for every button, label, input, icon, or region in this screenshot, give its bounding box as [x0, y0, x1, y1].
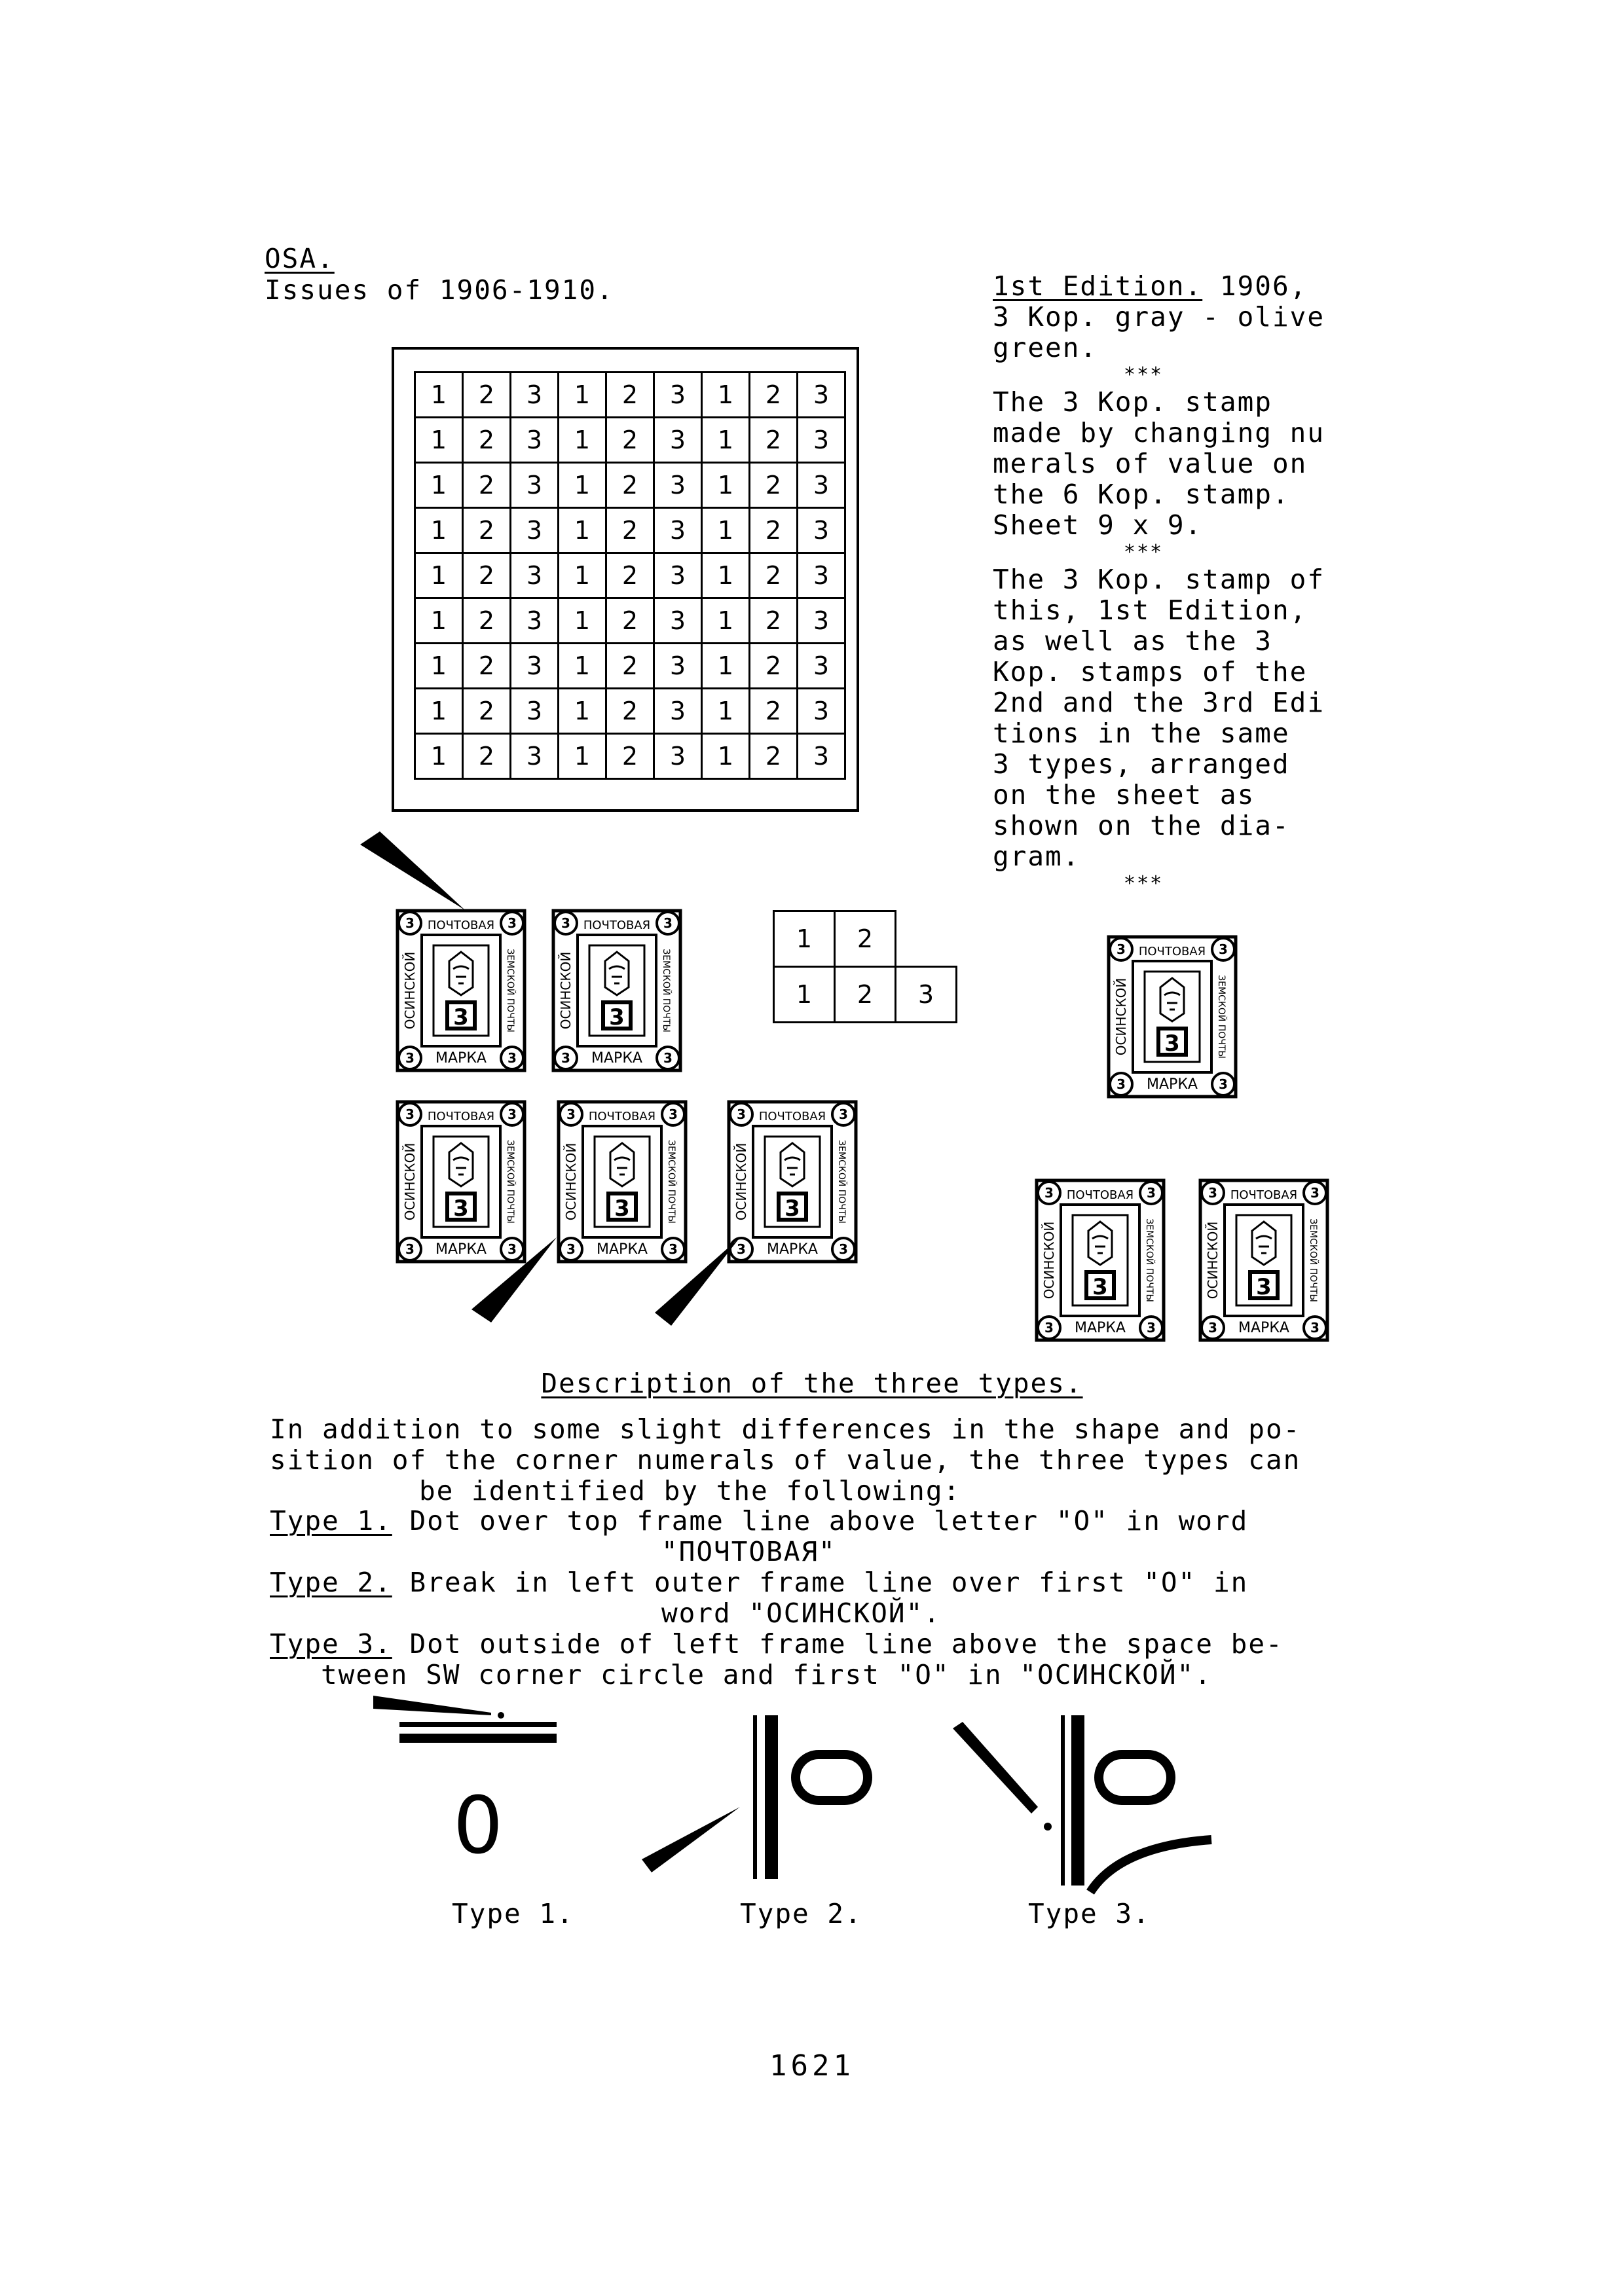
stamp-svg — [727, 1100, 858, 1264]
stamp-image — [396, 909, 526, 1072]
type1-letter: 0 — [452, 1781, 504, 1872]
sheet-cell: 1 — [702, 644, 750, 689]
type2-figure — [635, 1709, 897, 1892]
sheet-cell: 3 — [654, 644, 702, 689]
type3-label: Type 3. — [270, 1628, 392, 1660]
sidebar-line: as well as the 3 — [993, 625, 1272, 657]
page-title: OSA. — [265, 243, 335, 274]
stamp-left-text: ОСИНСКОЙ — [558, 951, 574, 1030]
sheet-cell: 2 — [606, 644, 654, 689]
stamp-value: 3 — [609, 1004, 625, 1030]
sheet-cell: 1 — [415, 463, 463, 508]
sheet-cell: 1 — [415, 689, 463, 734]
sheet-cell: 1 — [702, 373, 750, 418]
stamp-right-text: ЗЕМСКОЙ ПОЧТЫ — [1216, 975, 1227, 1059]
stamp-bottom-text: МАРКА — [591, 1050, 642, 1066]
sheet-cell: 2 — [750, 553, 798, 598]
stamp-corner-numeral: 3 — [1310, 1320, 1320, 1336]
stamp-bottom-text: МАРКА — [435, 1241, 487, 1258]
stamp-top-text: ПОЧТОВАЯ — [1066, 1188, 1134, 1202]
type2-line — [270, 1567, 1248, 1598]
stamp-corner-numeral: 3 — [1044, 1320, 1054, 1336]
sidebar-line: this, 1st Edition, — [993, 594, 1308, 626]
page-number: 1621 — [769, 2049, 855, 2083]
type1-text: Dot over top frame line above letter "O" in word — [392, 1505, 1249, 1537]
sheet-cell: 1 — [415, 598, 463, 644]
sheet-cell: 1 — [702, 598, 750, 644]
sheet-cell: 3 — [511, 689, 559, 734]
sheet-row — [415, 373, 845, 418]
stamp-bottom-text: МАРКА — [1147, 1076, 1198, 1093]
stamp-left-text: ОСИНСКОЙ — [1205, 1221, 1221, 1300]
edition-line — [993, 271, 1359, 302]
stamp-value: 3 — [1092, 1274, 1108, 1300]
sheet-cell: 3 — [798, 418, 845, 463]
sheet-cell: 3 — [798, 734, 845, 779]
stamp-corner-numeral: 3 — [1147, 1320, 1156, 1336]
stamp-value: 3 — [784, 1195, 800, 1222]
sheet-cell: 1 — [702, 418, 750, 463]
stamp-corner-numeral: 3 — [1147, 1185, 1156, 1201]
stamp-image — [727, 1100, 858, 1264]
stamp-corner-numeral: 3 — [1116, 1076, 1126, 1092]
stamp-corner-numeral: 3 — [663, 915, 673, 931]
stamp-top-text: ПОЧТОВАЯ — [758, 1110, 826, 1123]
sheet-cell: 3 — [654, 734, 702, 779]
sheet-row — [415, 418, 845, 463]
stamp-top-text: ПОЧТОВАЯ — [583, 919, 651, 932]
sidebar-line: on the sheet as — [993, 779, 1255, 811]
stamp-bottom-text: МАРКА — [1238, 1320, 1289, 1336]
sheet-cell: 3 — [511, 644, 559, 689]
type3-text: Dot outside of left frame line above the space be- — [392, 1628, 1283, 1660]
arrangement-cell: 3 — [896, 967, 957, 1023]
stamp-corner-numeral: 3 — [1044, 1185, 1054, 1201]
stamp-left-text: ОСИНСКОЙ — [733, 1142, 749, 1221]
sheet-cell: 3 — [511, 553, 559, 598]
sheet-cell: 2 — [606, 553, 654, 598]
stamp-value: 3 — [1256, 1274, 1272, 1300]
sheet-cell: 3 — [654, 373, 702, 418]
sheet-cell: 3 — [654, 463, 702, 508]
sidebar-line: The 3 Kop. stamp — [993, 386, 1272, 418]
sheet-cell: 3 — [798, 508, 845, 553]
sheet-cell: 2 — [463, 418, 511, 463]
sheet-cell: 3 — [654, 689, 702, 734]
sheet-cell: 2 — [606, 689, 654, 734]
stamp-image — [551, 909, 682, 1072]
stamp-corner-numeral: 3 — [1310, 1185, 1320, 1201]
sheet-cell: 1 — [559, 598, 606, 644]
type1-line — [270, 1506, 1248, 1537]
stamp-right-text: ЗЕМСКОЙ ПОЧТЫ — [1308, 1218, 1318, 1302]
stamp-corner-numeral: 3 — [737, 1241, 746, 1257]
sidebar-line: gram. — [993, 841, 1080, 872]
sheet-cell: 2 — [463, 553, 511, 598]
stamp-corner-numeral: 3 — [507, 1106, 517, 1122]
separator: *** — [1123, 363, 1164, 386]
sheet-cell: 1 — [559, 463, 606, 508]
stamp-svg — [1035, 1178, 1166, 1342]
sheet-cell: 2 — [463, 373, 511, 418]
sidebar-line: 2nd and the 3rd Edi — [993, 687, 1325, 718]
sidebar-line: merals of value on — [993, 448, 1308, 479]
sheet-cell: 3 — [511, 598, 559, 644]
sheet-cell: 1 — [702, 508, 750, 553]
type3-line — [270, 1629, 1283, 1660]
sheet-row — [415, 553, 845, 598]
sheet-cell: 2 — [750, 373, 798, 418]
sheet-cell: 1 — [702, 553, 750, 598]
sheet-cell: 3 — [798, 644, 845, 689]
stamp-corner-numeral: 3 — [566, 1106, 576, 1122]
sheet-cell: 2 — [750, 463, 798, 508]
stamp-corner-numeral: 3 — [405, 1106, 415, 1122]
stamp-svg — [1107, 935, 1238, 1099]
sidebar-line: tions in the same — [993, 718, 1290, 749]
sidebar-line: shown on the dia- — [993, 810, 1290, 841]
sheet-cell: 2 — [606, 463, 654, 508]
stamp-bottom-text: МАРКА — [597, 1241, 648, 1258]
sheet-cell: 1 — [415, 553, 463, 598]
sidebar-line: Kop. stamps of the — [993, 656, 1308, 687]
stamp-corner-numeral: 3 — [561, 915, 570, 931]
sheet-cell: 2 — [463, 734, 511, 779]
sheet-cell: 1 — [559, 644, 606, 689]
sidebar-line: 3 types, arranged — [993, 748, 1290, 780]
stamp-svg — [396, 909, 526, 1072]
type1-caption: Type 1. — [452, 1898, 574, 1929]
stamp-corner-numeral: 3 — [507, 1241, 517, 1257]
type2-caption: Type 2. — [740, 1898, 862, 1929]
stamp-corner-numeral: 3 — [507, 915, 517, 931]
sidebar-line: the 6 Kop. stamp. — [993, 479, 1290, 510]
stamp-corner-numeral: 3 — [737, 1106, 746, 1122]
description-heading-text: Description of the three types. — [541, 1368, 1083, 1399]
separator: *** — [1123, 541, 1164, 564]
sheet-grid — [414, 371, 846, 780]
sheet-cell: 3 — [511, 734, 559, 779]
sheet-cell: 1 — [559, 734, 606, 779]
sheet-cell: 3 — [511, 418, 559, 463]
edition-label: 1st Edition. — [993, 270, 1203, 302]
sheet-row — [415, 734, 845, 779]
sheet-cell: 1 — [702, 734, 750, 779]
stamp-left-text: ОСИНСКОЙ — [563, 1142, 579, 1221]
stamp-corner-numeral: 3 — [1208, 1185, 1217, 1201]
description-heading — [0, 1368, 1624, 1399]
separator: *** — [1123, 872, 1164, 895]
sheet-cell: 1 — [415, 373, 463, 418]
arrangement-cell: 2 — [835, 911, 896, 967]
sheet-cell: 2 — [750, 418, 798, 463]
type3-figure — [950, 1709, 1238, 1905]
type1-label: Type 1. — [270, 1505, 392, 1537]
stamp-right-text: ЗЕМСКОЙ ПОЧТЫ — [666, 1140, 676, 1224]
pointer-arrow — [354, 831, 471, 917]
sheet-row — [415, 508, 845, 553]
sheet-cell: 2 — [606, 373, 654, 418]
stamp-corner-numeral: 3 — [839, 1241, 848, 1257]
sheet-cell: 1 — [415, 734, 463, 779]
sheet-cell: 1 — [415, 644, 463, 689]
sidebar-line: The 3 Kop. stamp of — [993, 564, 1325, 595]
sheet-cell: 1 — [702, 463, 750, 508]
sidebar-line: green. — [993, 332, 1098, 363]
sheet-cell: 3 — [654, 508, 702, 553]
sheet-cell: 2 — [463, 508, 511, 553]
sheet-cell: 2 — [463, 689, 511, 734]
sheet-cell: 3 — [511, 508, 559, 553]
sheet-cell: 1 — [559, 508, 606, 553]
page-subtitle: Issues of 1906-1910. — [265, 274, 614, 306]
stamp-corner-numeral: 3 — [839, 1106, 848, 1122]
arrangement-cell: 1 — [774, 911, 835, 967]
sheet-cell: 2 — [463, 463, 511, 508]
sheet-cell: 1 — [415, 418, 463, 463]
sheet-cell: 2 — [463, 644, 511, 689]
sheet-cell: 1 — [702, 689, 750, 734]
stamp-corner-numeral: 3 — [669, 1241, 678, 1257]
type1-figure — [367, 1683, 589, 1879]
stamp-corner-numeral: 3 — [1208, 1320, 1217, 1336]
sheet-cell: 3 — [654, 553, 702, 598]
stamp-right-text: ЗЕМСКОЙ ПОЧТЫ — [505, 949, 515, 1032]
stamp-bottom-text: МАРКА — [767, 1241, 818, 1258]
stamp-left-text: ОСИНСКОЙ — [1041, 1221, 1057, 1300]
sheet-row — [415, 598, 845, 644]
stamp-bottom-text: МАРКА — [1075, 1320, 1126, 1336]
sheet-cell: 3 — [798, 463, 845, 508]
sheet-cell: 2 — [750, 644, 798, 689]
edition-year: 1906, — [1202, 270, 1308, 302]
stamp-image — [1107, 935, 1238, 1099]
sidebar-line: Sheet 9 x 9. — [993, 509, 1203, 541]
sheet-cell: 1 — [559, 373, 606, 418]
stamp-top-text: ПОЧТОВАЯ — [588, 1110, 656, 1123]
type2-label: Type 2. — [270, 1567, 392, 1598]
sheet-cell: 2 — [606, 418, 654, 463]
sheet-cell: 3 — [654, 418, 702, 463]
stamp-bottom-text: МАРКА — [435, 1050, 487, 1066]
intro-line: be identified by the following: — [419, 1475, 961, 1506]
stamp-corner-numeral: 3 — [566, 1241, 576, 1257]
sheet-cell: 3 — [798, 598, 845, 644]
stamp-top-text: ПОЧТОВАЯ — [1138, 945, 1206, 958]
sheet-cell: 1 — [559, 418, 606, 463]
stamp-value: 3 — [614, 1195, 630, 1222]
sheet-cell: 2 — [606, 508, 654, 553]
sheet-row — [415, 644, 845, 689]
stamp-top-text: ПОЧТОВАЯ — [1230, 1188, 1298, 1202]
stamp-left-text: ОСИНСКОЙ — [402, 1142, 418, 1221]
sheet-cell: 2 — [750, 598, 798, 644]
stamp-right-text: ЗЕМСКОЙ ПОЧТЫ — [1144, 1218, 1154, 1302]
sidebar-text — [993, 271, 1359, 896]
type3-caption: Type 3. — [1028, 1898, 1151, 1929]
intro-line: In addition to some slight differences in the shape and po- — [270, 1413, 1301, 1445]
sidebar-line: 3 Kop. gray - olive — [993, 301, 1325, 333]
arrangement-top — [773, 910, 896, 968]
sheet-cell: 2 — [750, 508, 798, 553]
sheet-cell: 1 — [415, 508, 463, 553]
stamp-corner-numeral: 3 — [405, 915, 415, 931]
type1-word: "ПОЧТОВАЯ" — [661, 1536, 836, 1567]
stamp-corner-numeral: 3 — [561, 1050, 570, 1066]
stamp-value: 3 — [453, 1195, 469, 1222]
stamp-corner-numeral: 3 — [1219, 941, 1228, 957]
stamp-left-text: ОСИНСКОЙ — [1113, 977, 1129, 1056]
sheet-row — [415, 689, 845, 734]
intro-line: sition of the corner numerals of value, the three types can — [270, 1444, 1301, 1476]
stamp-right-text: ЗЕМСКОЙ ПОЧТЫ — [505, 1140, 515, 1224]
arrangement-bottom — [773, 966, 957, 1023]
sheet-cell: 3 — [511, 373, 559, 418]
stamp-svg — [1198, 1178, 1329, 1342]
stamp-corner-numeral: 3 — [1219, 1076, 1228, 1092]
arrangement-cell: 1 — [774, 967, 835, 1023]
sheet-row — [415, 463, 845, 508]
sheet-cell: 3 — [798, 689, 845, 734]
sheet-cell: 1 — [559, 689, 606, 734]
stamp-top-text: ПОЧТОВАЯ — [427, 1110, 495, 1123]
stamp-image — [1035, 1178, 1166, 1342]
sheet-cell: 2 — [750, 689, 798, 734]
sheet-cell: 3 — [798, 373, 845, 418]
sheet-cell: 3 — [654, 598, 702, 644]
stamp-top-text: ПОЧТОВАЯ — [427, 919, 495, 932]
stamp-corner-numeral: 3 — [507, 1050, 517, 1066]
stamp-right-text: ЗЕМСКОЙ ПОЧТЫ — [661, 949, 671, 1032]
type2-text: Break in left outer frame line over first "O" in — [392, 1567, 1249, 1598]
sheet-cell: 2 — [606, 734, 654, 779]
sheet-cell: 2 — [463, 598, 511, 644]
stamp-corner-numeral: 3 — [405, 1050, 415, 1066]
arrangement-cell: 2 — [835, 967, 896, 1023]
stamp-left-text: ОСИНСКОЙ — [402, 951, 418, 1030]
stamp-corner-numeral: 3 — [663, 1050, 673, 1066]
stamp-corner-numeral: 3 — [1116, 941, 1126, 957]
sidebar-line: made by changing nu — [993, 417, 1325, 448]
pointer-arrow — [648, 1231, 747, 1329]
sheet-cell: 3 — [798, 553, 845, 598]
pointer-arrow — [465, 1231, 563, 1329]
stamp-right-text: ЗЕМСКОЙ ПОЧТЫ — [836, 1140, 847, 1224]
sheet-cell: 2 — [606, 598, 654, 644]
stamp-corner-numeral: 3 — [669, 1106, 678, 1122]
sheet-cell: 2 — [750, 734, 798, 779]
sheet-cell: 3 — [511, 463, 559, 508]
stamp-image — [1198, 1178, 1329, 1342]
type3-cont: tween SW corner circle and first "O" in "ОСИНСКОЙ". — [321, 1659, 1212, 1690]
stamp-corner-numeral: 3 — [405, 1241, 415, 1257]
stamp-value: 3 — [453, 1004, 469, 1030]
stamp-svg — [551, 909, 682, 1072]
stamp-value: 3 — [1164, 1030, 1180, 1057]
sheet-cell: 1 — [559, 553, 606, 598]
type2-word: word "ОСИНСКОЙ". — [661, 1597, 941, 1629]
